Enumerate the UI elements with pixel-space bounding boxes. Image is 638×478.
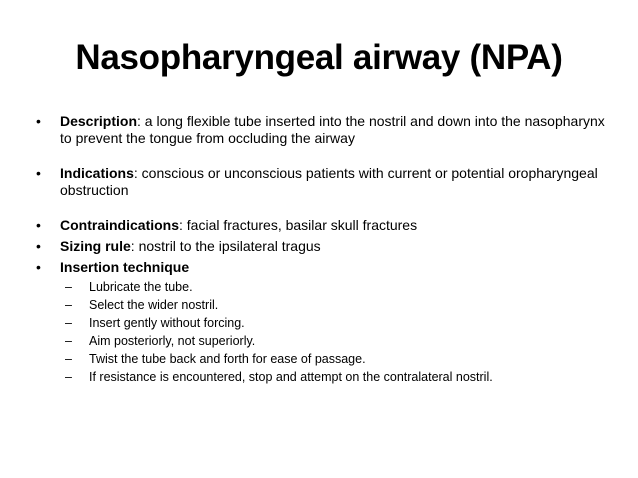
bullet-text: : conscious or unconscious patients with current or potential oropharyngeal obstruction <box>60 165 598 198</box>
dash-glyph: – <box>65 280 72 294</box>
dash-glyph: – <box>65 316 72 330</box>
step-text: Aim posteriorly, not superiorly. <box>89 334 256 348</box>
bullet-text: : a long flexible tube inserted into the nostril and down into the nasopharynx to prevent the tongue from occluding the airway <box>60 113 605 146</box>
step-text: Insert gently without forcing. <box>89 316 245 330</box>
step-text: Select the wider nostril. <box>89 298 219 312</box>
insertion-step <box>60 278 616 296</box>
bullet-sizing-rule <box>36 238 616 255</box>
bullet-text: : nostril to the ipsilateral tragus <box>130 238 321 254</box>
bullet-term: Sizing rule <box>60 238 131 254</box>
bullet-glyph: • <box>36 217 41 233</box>
bullet-glyph: • <box>36 259 41 275</box>
step-text: If resistance is encountered, stop and attempt on the contralateral nostril. <box>89 370 493 384</box>
insertion-step <box>60 350 616 368</box>
step-text: Lubricate the tube. <box>89 280 193 294</box>
dash-glyph: – <box>65 298 72 312</box>
bullet-term: Contraindications <box>60 217 180 233</box>
bullet-text: : facial fractures, basilar skull fractures <box>179 217 418 233</box>
bullet-term: Indications <box>60 165 134 181</box>
bullet-glyph: • <box>36 113 41 129</box>
bullet-contraindications <box>36 217 616 234</box>
dash-glyph: – <box>65 334 72 348</box>
insertion-step <box>60 314 616 332</box>
insertion-step <box>60 368 616 386</box>
slide-title: Nasopharyngeal airway (NPA) <box>75 38 563 77</box>
bullet-indications <box>36 165 616 199</box>
insertion-steps-list <box>60 278 616 386</box>
bullet-list <box>36 113 616 386</box>
bullet-insertion-technique <box>36 259 616 386</box>
insertion-step <box>60 296 616 314</box>
bullet-term: Description <box>60 113 138 129</box>
bullet-term: Insertion technique <box>60 259 190 275</box>
insertion-step <box>60 332 616 350</box>
bullet-description <box>36 113 616 147</box>
dash-glyph: – <box>65 352 72 366</box>
step-text: Twist the tube back and forth for ease of passage. <box>89 352 366 366</box>
dash-glyph: – <box>65 370 72 384</box>
bullet-glyph: • <box>36 165 41 181</box>
bullet-glyph: • <box>36 238 41 254</box>
